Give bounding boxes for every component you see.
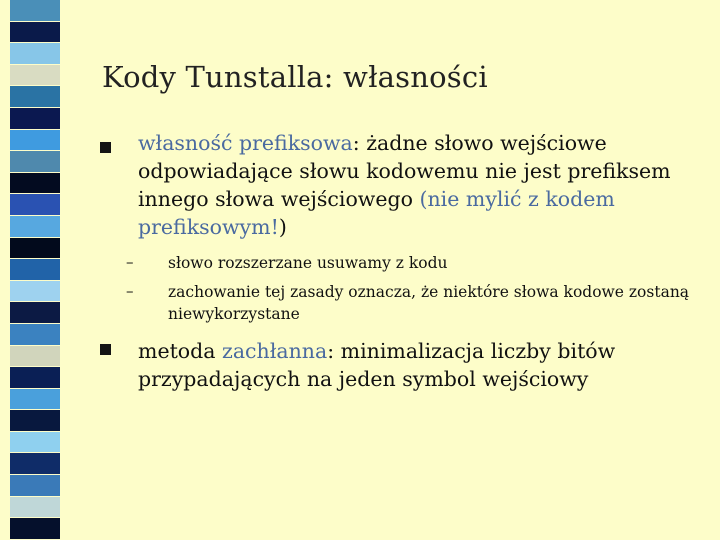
- stripe-block: [10, 86, 60, 108]
- subitem-text: zachowanie tej zasady oznacza, że niektóre słowa kodowe zostaną niewykorzystane: [168, 283, 690, 323]
- stripe-block: [10, 173, 60, 195]
- note-prefix-code: (nie mylić z kodem prefiksowym!: [138, 187, 615, 239]
- bullet-text-part: : minimalizacja liczby bitów przypadających na jeden symbol wejściowy: [138, 339, 616, 391]
- slide-title: Kody Tunstalla: własności: [102, 60, 488, 94]
- stripe-block: [10, 389, 60, 411]
- stripe-block: [10, 194, 60, 216]
- bullet-text-part: ): [278, 215, 287, 239]
- stripe-block: [10, 302, 60, 324]
- stripe-block: [10, 367, 60, 389]
- stripe-block: [10, 65, 60, 87]
- stripe-block: [10, 130, 60, 152]
- bullet-text-part: : żadne słowo wejściowe odpowiadające słowu kodowemu nie jest prefiksem innego słowa wejściowego: [138, 131, 671, 211]
- stripe-block: [10, 324, 60, 346]
- stripe-block: [10, 0, 60, 22]
- decorative-stripe: [0, 0, 70, 540]
- stripe-block: [10, 410, 60, 432]
- stripe-block: [10, 281, 60, 303]
- dash-marker: –: [126, 282, 134, 300]
- term-greedy: zachłanna: [222, 339, 328, 363]
- stripe-block: [10, 259, 60, 281]
- bullet-text-part: metoda: [138, 339, 223, 363]
- stripe-block: [10, 475, 60, 497]
- stripe-block: [10, 518, 60, 540]
- stripe-block: [10, 43, 60, 65]
- bullet-square-icon: [100, 344, 111, 355]
- bullet-square-icon: [100, 142, 111, 153]
- subitem-text: słowo rozszerzane usuwamy z kodu: [168, 254, 448, 272]
- stripe-block: [10, 238, 60, 260]
- stripe-block: [10, 346, 60, 368]
- term-prefix-property: własność prefiksowa: [138, 131, 353, 155]
- bullet-text-prefix-property: [138, 129, 708, 241]
- stripe-block: [10, 453, 60, 475]
- stripe-block: [10, 497, 60, 519]
- stripe-block: [10, 22, 60, 44]
- stripe-block: [10, 432, 60, 454]
- bullet-text-greedy-method: [138, 337, 708, 393]
- stripe-block: [10, 108, 60, 130]
- dash-marker: –: [126, 253, 134, 271]
- stripe-block: [10, 216, 60, 238]
- stripe-block: [10, 151, 60, 173]
